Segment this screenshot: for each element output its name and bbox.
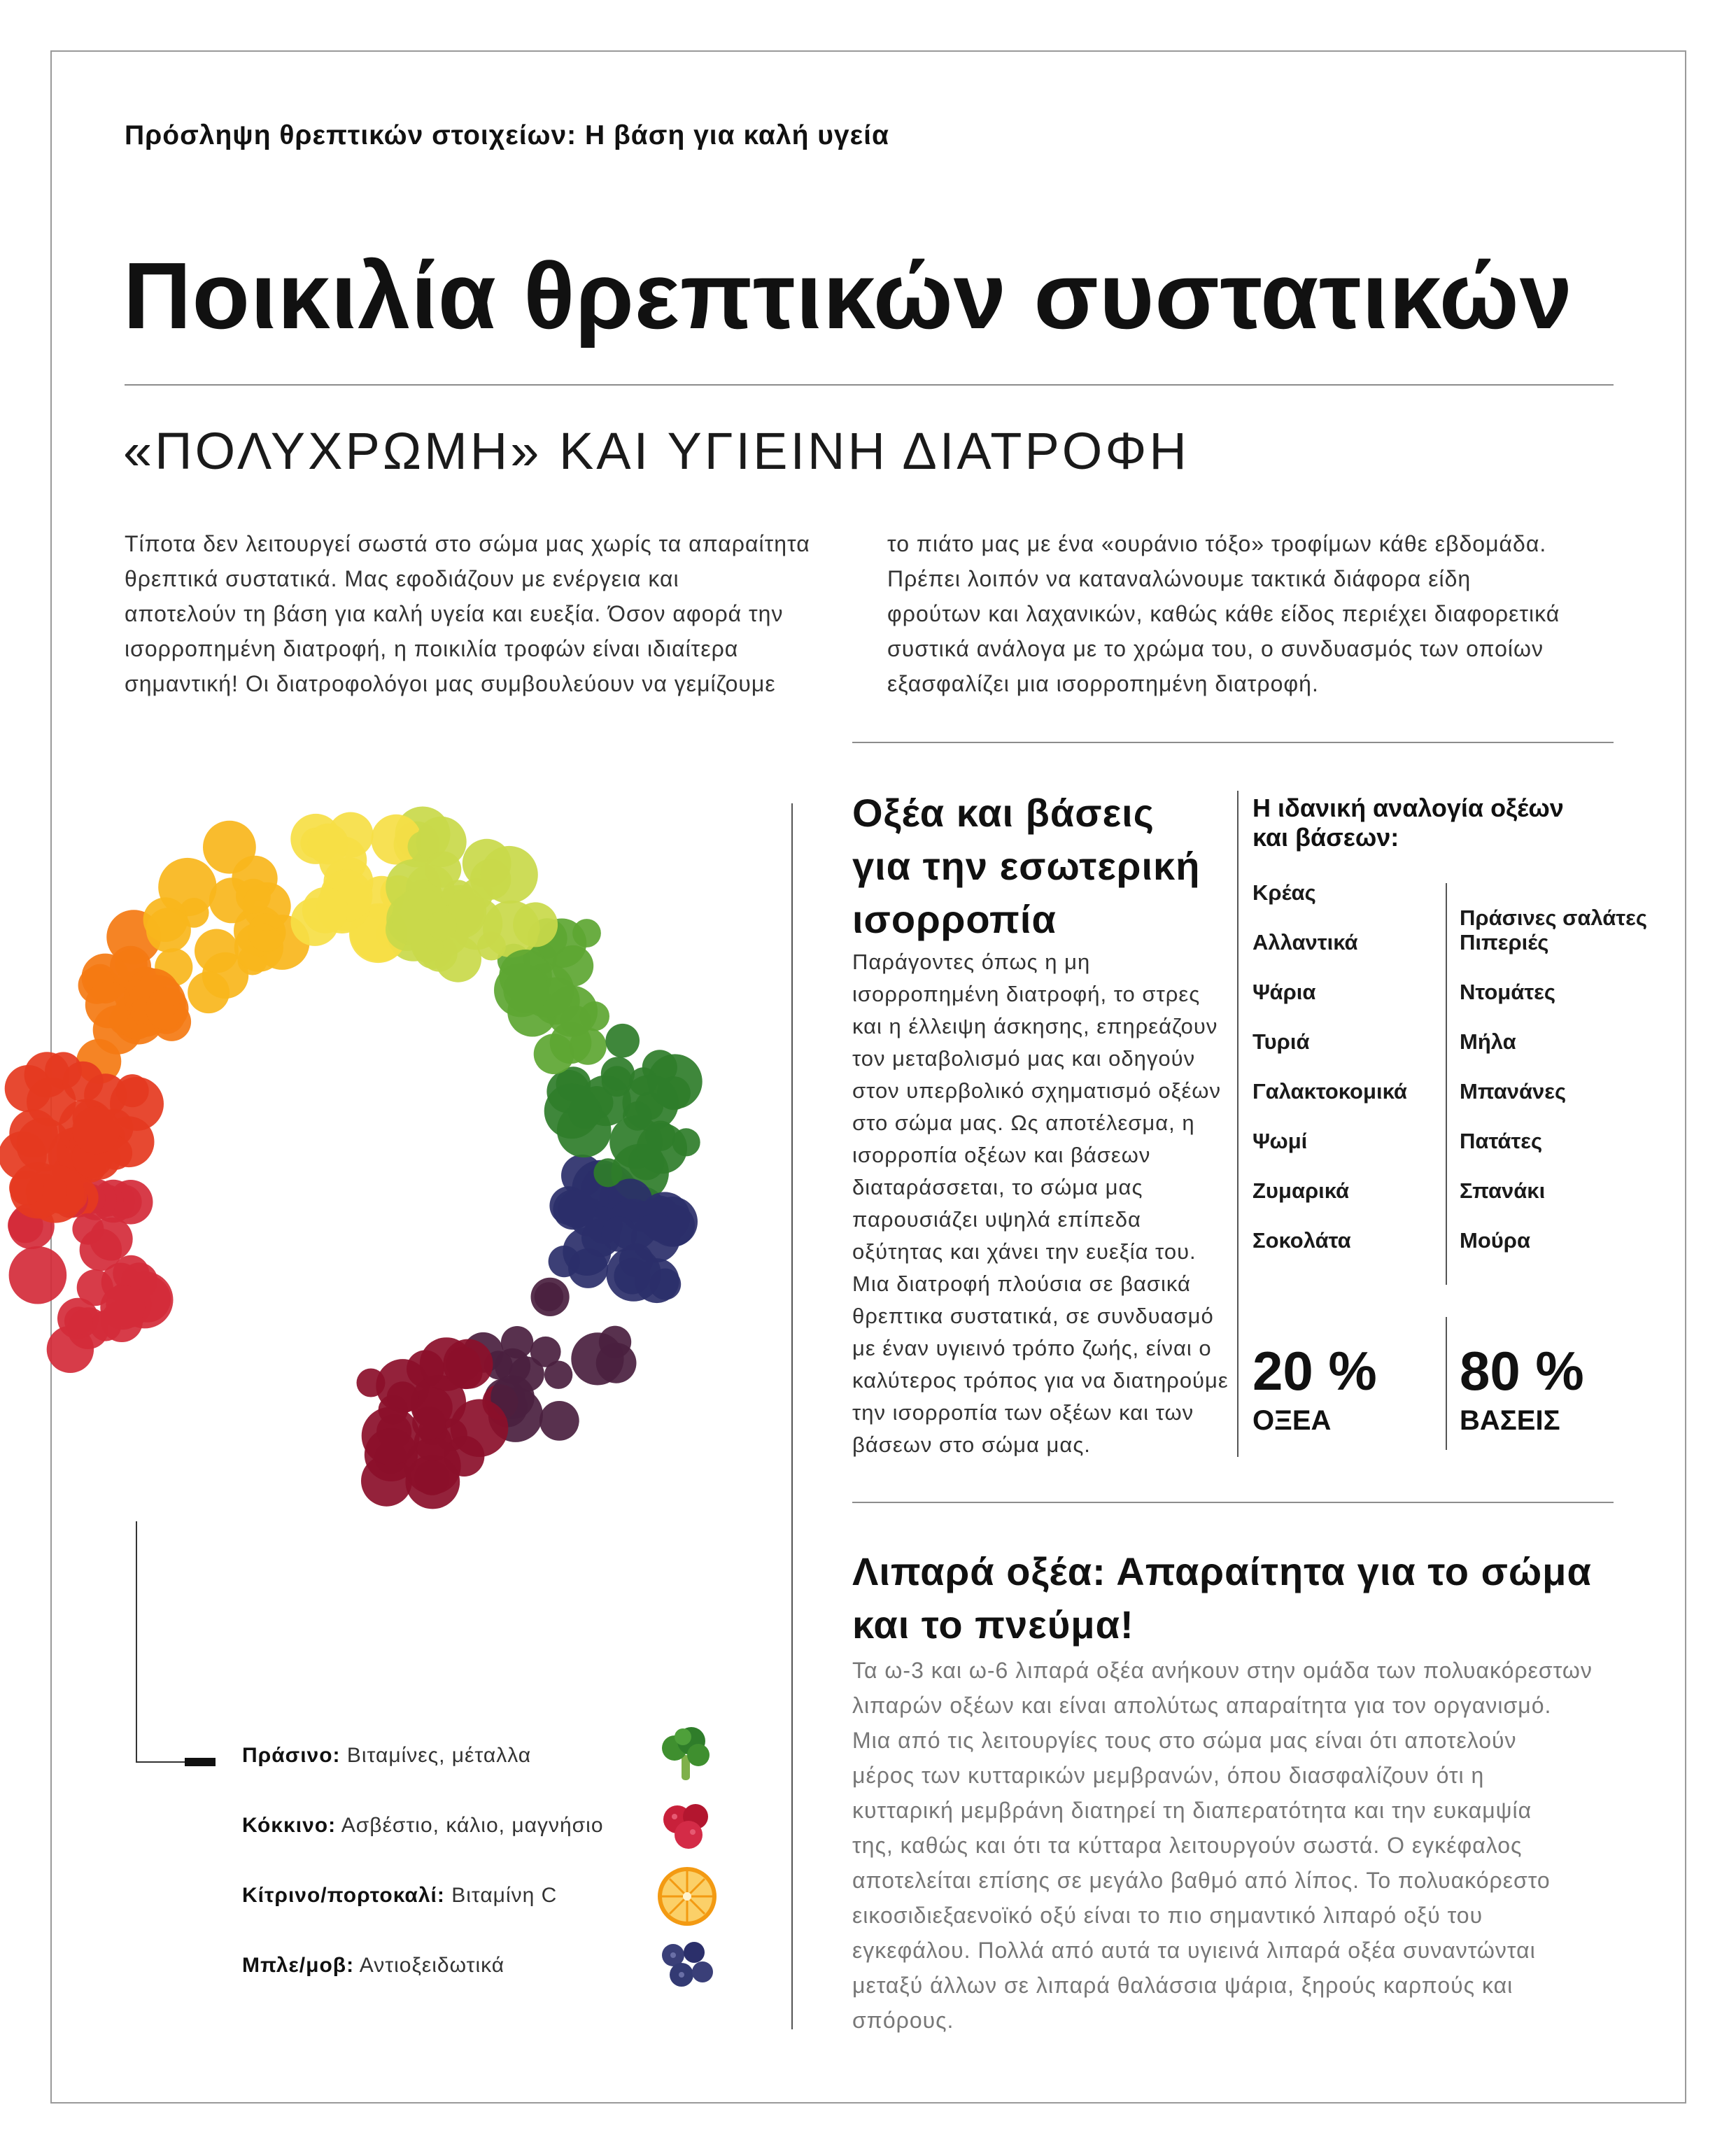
legend-marker: [185, 1758, 216, 1766]
legend-color-name: Κόκκινο:: [242, 1814, 337, 1837]
food-piece: [631, 1213, 680, 1262]
base-food-item: Ντομάτες: [1460, 980, 1555, 1004]
base-label: ΒΑΣΕΙΣ: [1460, 1405, 1560, 1436]
intro-line: εξασφαλίζει μια ισορροπημένη διατροφή.: [887, 671, 1319, 696]
intro-line: θρεπτικά συστατικά. Μας εφοδιάζουν με ενέργεια και: [125, 566, 679, 591]
ratio-heading: [1252, 794, 1564, 852]
intro-line: σημαντική! Οι διατροφολόγοι μας συμβουλεύουν να γεμίζουμε: [125, 671, 776, 696]
body-line: διαταράσσεται, το σώμα μας: [852, 1175, 1143, 1199]
legend-text: Βιταμίνη C: [451, 1884, 558, 1907]
base-food-item: Μπανάνες: [1460, 1079, 1567, 1104]
page-subtitle: «ΠΟΛΥΧΡΩΜΗ» ΚΑΙ ΥΓΙΕΙΝΗ ΔΙΑΤΡΟΦΗ: [123, 422, 1190, 480]
body-line: αποτελείται επίσης σε μεγάλο βαθμό από λίπος. Το πολυακόρεστο: [852, 1868, 1551, 1893]
legend-text: Αντιοξειδωτικά: [359, 1954, 505, 1977]
acid-food-item: Ζυμαρικά: [1252, 1178, 1350, 1203]
body-line: στο σώμα μας. Ως αποτέλεσμα, η: [852, 1111, 1195, 1135]
body-line: της, καθώς και ότι τα κύτταρα λειτουργούν σωστά. Ο εγκέφαλος: [852, 1833, 1523, 1858]
percent-divider: [1446, 1317, 1447, 1450]
column-divider: [791, 803, 793, 2029]
food-piece: [513, 902, 558, 947]
body-line: με έναν υγιεινό τρόπο ζωής, είναι ο: [852, 1336, 1212, 1360]
body-line: εικοσιδιεξαενοϊκό οξύ είναι το πιο σημαντικό λιπαρό οξύ του: [852, 1903, 1483, 1928]
body-line: τον μεταβολισμό μας και οδηγούν: [852, 1046, 1196, 1071]
food-piece: [116, 1074, 149, 1107]
base-food-list: [1460, 906, 1647, 1278]
body-line: ισορροπία οξέων και βάσεων: [852, 1143, 1151, 1167]
blueberries-icon: [656, 1938, 718, 1997]
heading-line: και το πνεύμα!: [852, 1602, 1134, 1647]
base-percentage: 80 %: [1460, 1340, 1584, 1402]
food-piece: [451, 1399, 509, 1457]
food-piece: [494, 964, 548, 1017]
legend-text: Ασβέστιο, κάλιο, μαγνήσιο: [341, 1814, 604, 1837]
acid-food-item: Κρέας: [1252, 880, 1316, 905]
food-piece: [362, 1407, 420, 1465]
intro-line: ισορροπημένη διατροφή, η ποικιλία τροφών είναι ιδιαίτερα: [125, 636, 739, 661]
food-piece: [637, 1123, 687, 1174]
food-piece: [593, 1158, 622, 1187]
acids-body: [852, 946, 1230, 1461]
acid-label: ΟΞΕΑ: [1252, 1405, 1332, 1436]
legend-color-name: Πράσινο:: [242, 1744, 341, 1767]
food-piece: [544, 1361, 572, 1389]
fats-heading: [852, 1545, 1592, 1651]
intro-line: συστικά ανάλογα με το χρώμα του, ο συνδυασμός των οποίων: [887, 636, 1544, 661]
acid-food-item: Τυριά: [1252, 1029, 1310, 1054]
food-piece: [428, 910, 457, 940]
food-piece: [146, 908, 191, 952]
food-piece: [602, 1216, 637, 1252]
food-piece: [302, 887, 348, 933]
body-line: Μια διατροφή πλούσια σε βασικά: [852, 1271, 1191, 1296]
body-line: λιπαρών οξέων και είναι απολύτως απαραίτητα για τον οργανισμό.: [852, 1693, 1552, 1718]
food-wheel-segments: [0, 807, 703, 1509]
heading-line: Λιπαρά οξέα: Απαραίτητα για το σώμα: [852, 1549, 1592, 1593]
acid-food-item: Ψάρια: [1252, 980, 1316, 1004]
body-line: εγκεφάλου. Πολλά από αυτά τα υγιεινά λιπαρά οξέα συναντώνται: [852, 1938, 1536, 1963]
legend-leader-line: [136, 1761, 185, 1763]
body-line: στον υπερβολικό σχηματισμό οξέων: [852, 1078, 1221, 1103]
food-piece: [558, 1190, 595, 1228]
body-line: μεταξύ άλλων σε λιπαρά θαλάσσια ψάρια, ξηρούς καρπούς και: [852, 1973, 1513, 1998]
legend-color-name: Μπλε/μοβ:: [242, 1954, 355, 1977]
food-piece: [72, 1213, 104, 1245]
food-piece: [188, 971, 230, 1013]
body-line: καλύτερος τρόπος για να διατηρούμε: [852, 1368, 1229, 1393]
body-line: μέρος των κυτταρικών μεμβρανών, όπου διασφαλίζουν ότι η: [852, 1763, 1485, 1788]
legend-text: Βιταμίνες, μέταλλα: [346, 1744, 532, 1767]
body-line: κυτταρική μεμβράνη διατηρεί τη διαπερατότητα και την ευκαμψία: [852, 1798, 1532, 1823]
food-piece: [63, 1062, 104, 1102]
body-line: θρεπτικα συστατικά, σε συνδυασμό: [852, 1304, 1214, 1328]
food-piece: [115, 949, 148, 981]
legend-row-red: [242, 1814, 604, 1838]
food-piece: [480, 846, 537, 903]
title-divider: [125, 384, 1614, 386]
legend-row-yellow-orange: [242, 1884, 557, 1908]
body-line: την ισορροπία των οξέων και των: [852, 1400, 1194, 1425]
raspberry-icon: [658, 1796, 717, 1854]
base-list-divider: [1446, 883, 1447, 1285]
rainbow-food-wheel: [0, 770, 742, 1553]
acid-food-list: [1252, 880, 1407, 1278]
food-piece: [539, 1401, 579, 1441]
food-piece: [450, 897, 502, 950]
food-piece: [550, 1022, 592, 1064]
food-piece: [236, 879, 271, 914]
food-piece: [64, 1306, 93, 1335]
acid-percentage: 20 %: [1252, 1340, 1377, 1402]
food-piece: [501, 1326, 533, 1358]
base-food-item: Πράσινες σαλάτες: [1460, 906, 1647, 930]
base-food-item: Πιπεριές: [1460, 930, 1549, 954]
acids-heading: [852, 787, 1200, 946]
body-line: Παράγοντες όπως η μη: [852, 950, 1091, 974]
legend-leader-line: [136, 1521, 137, 1763]
heading-line: ισορροπία: [852, 897, 1057, 941]
page-title: Ποικιλία θρεπτικών συστατικών: [123, 243, 1573, 348]
broccoli-icon: [655, 1723, 718, 1786]
acid-food-item: Γαλακτοκομικά: [1252, 1079, 1407, 1104]
body-line: Τα ω-3 και ω-6 λιπαρά οξέα ανήκουν στην ομάδα των πολυακόρεστων: [852, 1658, 1593, 1683]
intro-right-column: [887, 526, 1629, 701]
food-piece: [146, 987, 189, 1030]
food-piece: [605, 1024, 640, 1058]
heading-line: Οξέα και βάσεις: [852, 791, 1155, 835]
food-piece: [248, 913, 286, 952]
acid-food-item: Ψωμί: [1252, 1129, 1308, 1153]
food-piece: [100, 1285, 145, 1330]
legend-color-name: Κίτρινο/πορτοκαλί:: [242, 1884, 445, 1907]
orange-slice-icon: [656, 1866, 718, 1927]
section-divider: [852, 1502, 1614, 1503]
food-piece: [414, 1460, 449, 1495]
body-line: σπόρους.: [852, 2008, 954, 2033]
legend-row-green: [242, 1744, 531, 1768]
legend-row-blue-purple: [242, 1954, 504, 1978]
base-food-item: Σπανάκι: [1460, 1178, 1546, 1203]
heading-line: για την εσωτερική: [852, 844, 1201, 888]
acid-food-item: Σοκολάτα: [1252, 1228, 1351, 1253]
body-line: και η έλλειψη άσκησης, επηρεάζουν: [852, 1014, 1218, 1038]
food-piece: [85, 982, 132, 1029]
body-line: παρουσιάζει υψηλά επίπεδα: [852, 1207, 1141, 1232]
section-divider: [852, 742, 1614, 743]
food-piece: [549, 1246, 580, 1277]
base-food-item: Πατάτες: [1460, 1129, 1543, 1153]
frame-gap-marker: [50, 770, 52, 798]
intro-line: το πιάτο μας με ένα «ουράνιο τόξο» τροφίμων κάθε εβδομάδα.: [887, 531, 1547, 556]
intro-line: αποτελούν τη βάση για καλή υγεία και ευεξία. Όσον αφορά την: [125, 601, 784, 626]
heading-line: Η ιδανική αναλογία οξέων: [1252, 794, 1564, 822]
food-piece: [571, 1332, 623, 1385]
intro-line: Τίποτα δεν λειτουργεί σωστά στο σώμα μας χωρίς τα απαραίτητα: [125, 531, 810, 556]
food-piece: [601, 1057, 635, 1090]
base-food-item: Μούρα: [1460, 1228, 1531, 1253]
food-piece: [9, 1246, 67, 1304]
food-piece: [195, 929, 239, 973]
heading-line: και βάσεων:: [1252, 823, 1399, 852]
section-kicker: Πρόσληψη θρεπτικών στοιχείων: Η βάση για καλή υγεία: [125, 120, 889, 150]
food-piece: [9, 1109, 57, 1157]
intro-left-column: [125, 526, 866, 701]
body-line: Μια από τις λειτουργίες τους στο σώμα μας είναι ότι αποτελούν: [852, 1728, 1517, 1753]
body-line: βάσεων στο σώμα μας.: [852, 1432, 1091, 1457]
food-piece: [425, 852, 461, 888]
fats-body: [852, 1653, 1629, 2038]
food-piece: [580, 1001, 609, 1031]
ratio-divider: [1237, 791, 1239, 1457]
food-piece: [544, 1083, 600, 1139]
food-piece: [531, 1278, 570, 1316]
body-line: ισορροπημένη διατροφή, το στρες: [852, 982, 1201, 1006]
intro-line: φρούτων και λαχανικών, καθώς κάθε είδος περιέχει διαφορετικά: [887, 601, 1560, 626]
food-piece: [72, 1106, 120, 1154]
food-piece: [308, 824, 349, 865]
intro-line: Πρέπει λοιπόν να καταναλώνουμε τακτικά διάφορα είδη: [887, 566, 1472, 591]
food-piece: [9, 1171, 44, 1206]
food-piece: [443, 1339, 493, 1389]
base-food-item: Μήλα: [1460, 1029, 1516, 1054]
food-piece: [47, 1326, 94, 1373]
body-line: οξύτητας και χάνει την ευεξία του.: [852, 1239, 1197, 1264]
acid-food-item: Αλλαντικά: [1252, 930, 1358, 954]
